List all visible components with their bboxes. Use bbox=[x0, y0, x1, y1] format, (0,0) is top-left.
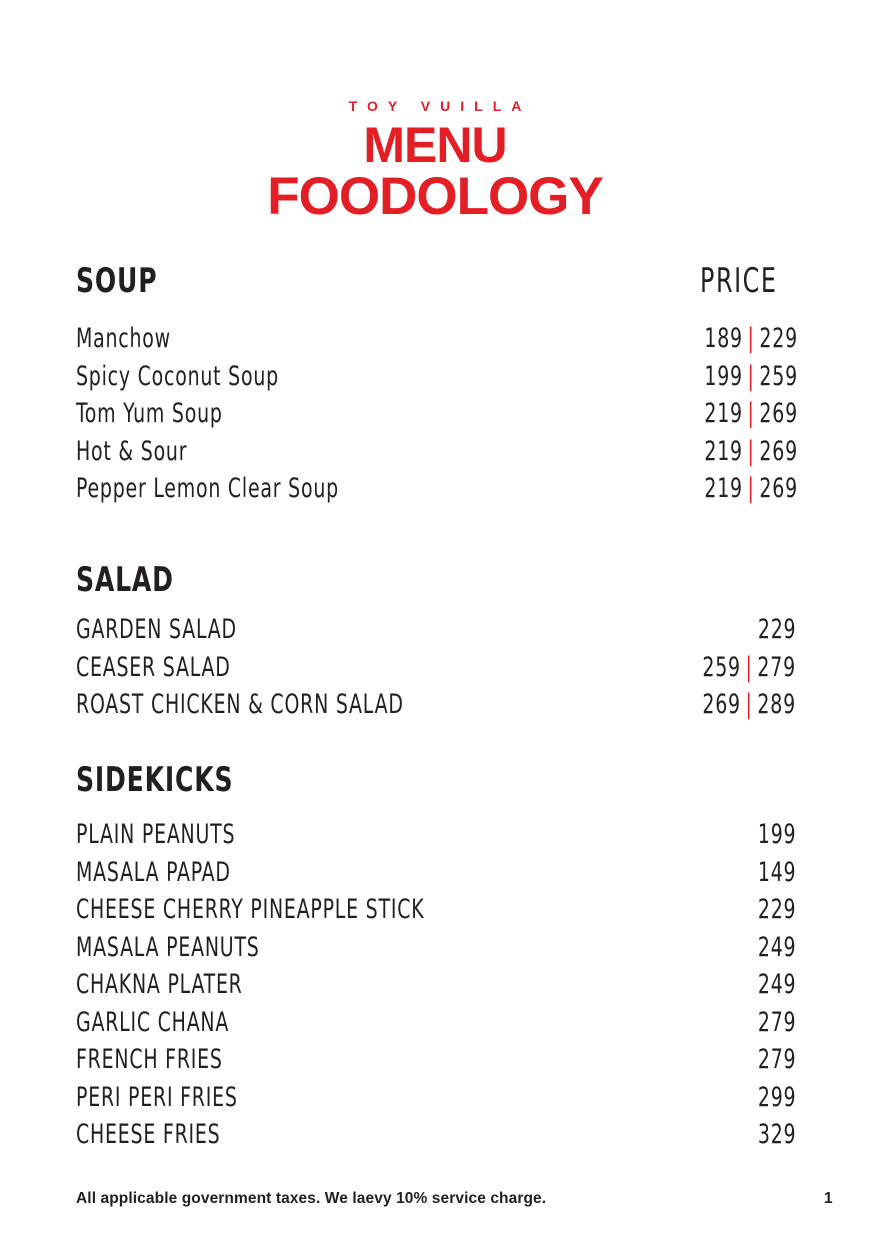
sidekicks-list bbox=[76, 816, 796, 1154]
menu-item bbox=[76, 611, 796, 649]
item-name: PLAIN PEANUTS bbox=[76, 819, 236, 851]
section-title-salad: SALAD bbox=[76, 560, 174, 600]
item-price: 199 bbox=[757, 819, 796, 851]
item-name: ROAST CHICKEN & CORN SALAD bbox=[76, 689, 404, 721]
item-price: 219 | 269 bbox=[704, 473, 798, 505]
section-title-sidekicks: SIDEKICKS bbox=[76, 760, 234, 800]
item-name: Hot & Sour bbox=[76, 435, 188, 467]
menu-item bbox=[76, 320, 798, 358]
item-price: 149 bbox=[757, 856, 796, 888]
menu-item bbox=[76, 433, 798, 471]
price-separator: | bbox=[747, 360, 755, 392]
item-price: 249 bbox=[757, 931, 796, 963]
menu-item bbox=[76, 1041, 796, 1079]
menu-item bbox=[76, 929, 796, 967]
menu-item bbox=[76, 816, 796, 854]
menu-item bbox=[76, 686, 796, 724]
item-price: 229 bbox=[757, 614, 796, 646]
item-price: 199 | 259 bbox=[704, 360, 798, 392]
item-name: CHAKNA PLATER bbox=[76, 969, 243, 1001]
price-separator: | bbox=[745, 689, 753, 721]
item-name: PERI PERI FRIES bbox=[76, 1081, 238, 1113]
item-price: 279 bbox=[757, 1044, 796, 1076]
soup-list bbox=[76, 320, 798, 508]
item-price: 279 bbox=[757, 1006, 796, 1038]
price-separator: | bbox=[745, 651, 753, 683]
item-name: CHEESE CHERRY PINEAPPLE STICK bbox=[76, 894, 425, 926]
tax-note: All applicable government taxes. We laevy 10% service charge. bbox=[76, 1190, 547, 1207]
item-price: 219 | 269 bbox=[704, 435, 798, 467]
menu-item bbox=[76, 1116, 796, 1154]
item-price: 259 | 279 bbox=[702, 651, 796, 683]
item-name: MASALA PEANUTS bbox=[76, 931, 260, 963]
salad-list bbox=[76, 611, 796, 724]
item-price: 219 | 269 bbox=[704, 398, 798, 430]
item-name: MASALA PAPAD bbox=[76, 856, 231, 888]
menu-item bbox=[76, 649, 796, 687]
menu-item bbox=[76, 966, 796, 1004]
item-price: 269 | 289 bbox=[702, 689, 796, 721]
section-title-soup: SOUP bbox=[76, 261, 158, 301]
menu-item bbox=[76, 470, 798, 508]
menu-title: MENU bbox=[363, 117, 507, 173]
item-name: Manchow bbox=[76, 323, 171, 355]
item-name: Tom Yum Soup bbox=[76, 398, 223, 430]
item-name: CHEESE FRIES bbox=[76, 1119, 221, 1151]
menu-item bbox=[76, 358, 798, 396]
item-price: 299 bbox=[757, 1081, 796, 1113]
item-name: GARLIC CHANA bbox=[76, 1006, 230, 1038]
item-price: 189 | 229 bbox=[704, 323, 798, 355]
price-heading: PRICE bbox=[700, 261, 778, 301]
menu-item bbox=[76, 1004, 796, 1042]
menu-subtitle: FOODOLOGY bbox=[267, 167, 603, 226]
item-price: 229 bbox=[757, 894, 796, 926]
price-separator: | bbox=[747, 323, 755, 355]
item-name: FRENCH FRIES bbox=[76, 1044, 223, 1076]
item-name: Pepper Lemon Clear Soup bbox=[76, 473, 339, 505]
price-separator: | bbox=[747, 435, 755, 467]
item-price: 249 bbox=[757, 969, 796, 1001]
menu-item bbox=[76, 891, 796, 929]
menu-item bbox=[76, 395, 798, 433]
menu-item bbox=[76, 1079, 796, 1117]
price-separator: | bbox=[747, 398, 755, 430]
page-number: 1 bbox=[824, 1190, 833, 1207]
brand-name: TOY VUILLA bbox=[348, 98, 532, 114]
item-price: 329 bbox=[757, 1119, 796, 1151]
item-name: CEASER SALAD bbox=[76, 651, 231, 683]
menu-item bbox=[76, 854, 796, 892]
item-name: Spicy Coconut Soup bbox=[76, 360, 279, 392]
item-name: GARDEN SALAD bbox=[76, 614, 237, 646]
price-separator: | bbox=[747, 473, 755, 505]
